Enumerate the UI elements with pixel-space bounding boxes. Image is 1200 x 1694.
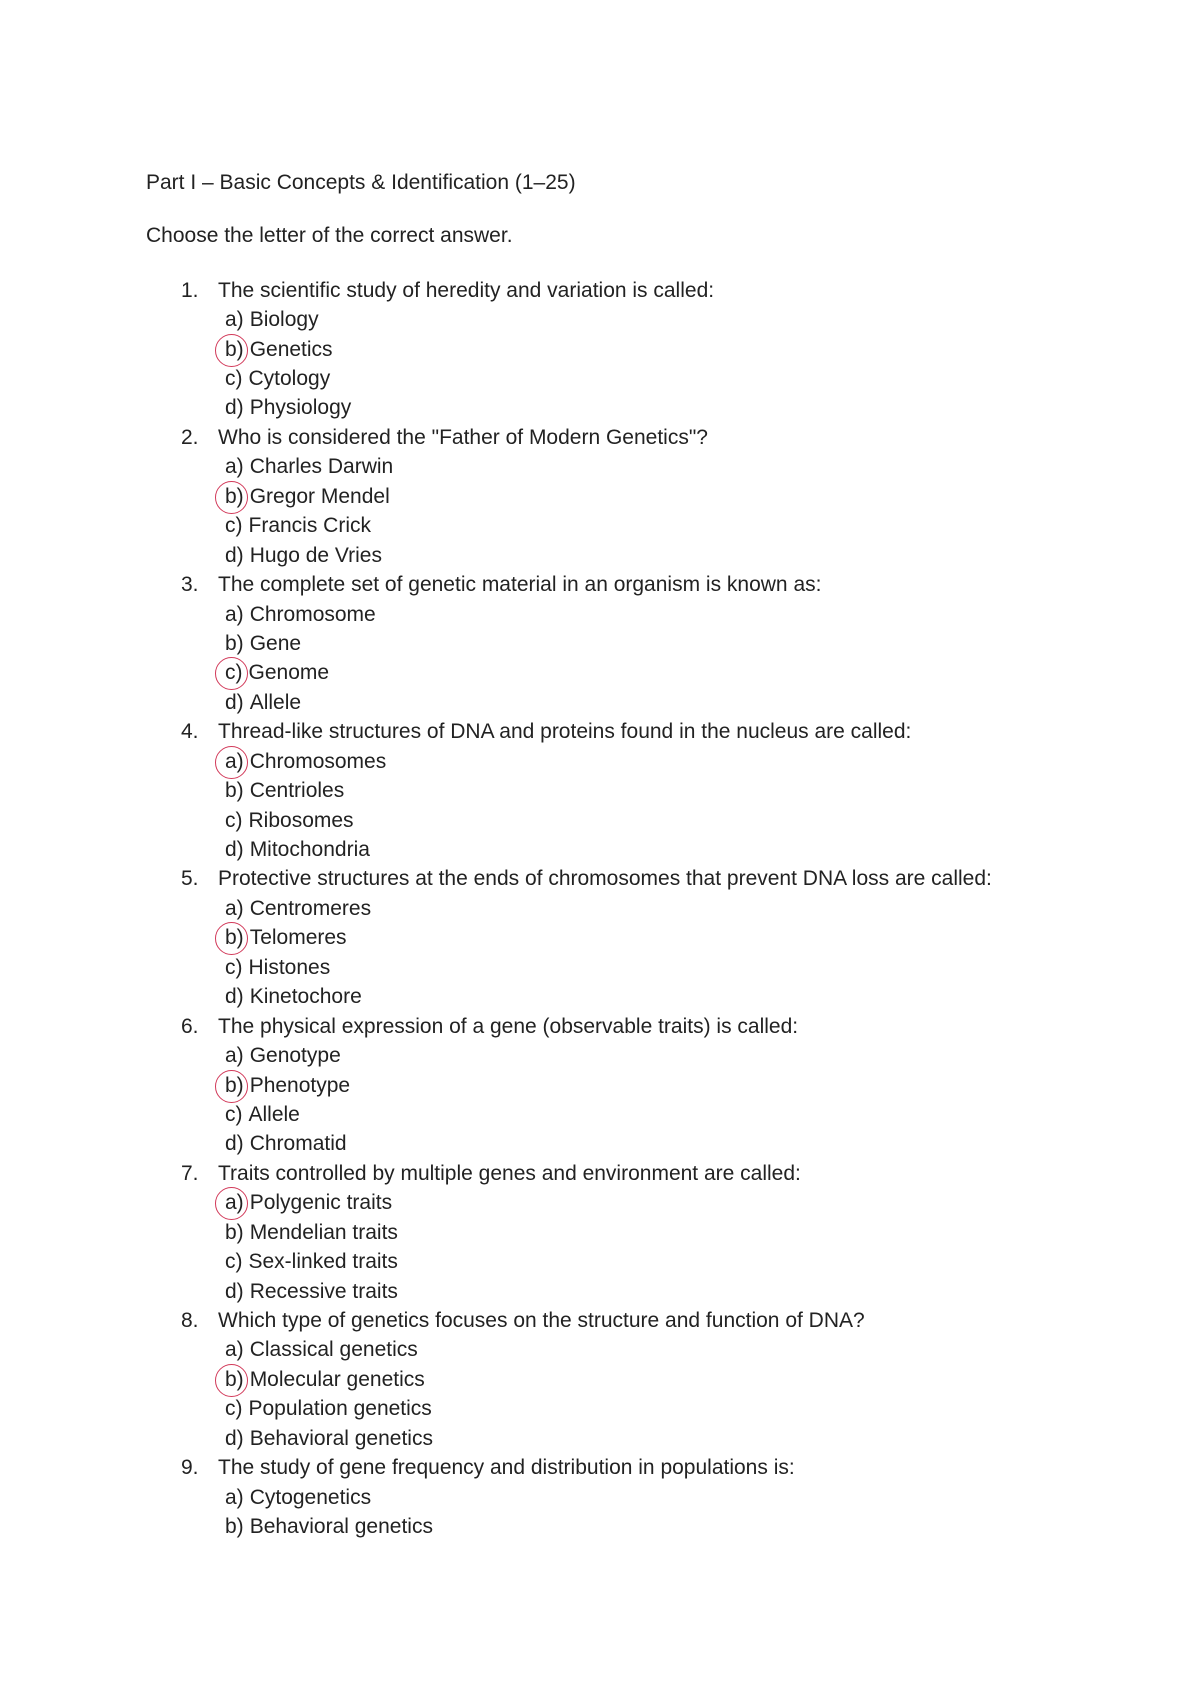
option-letter-text: d) [225,1279,244,1303]
answer-option [146,894,1146,923]
option-letter [225,603,244,627]
question-line [146,1159,1146,1188]
answer-option [146,1218,1146,1247]
question-line [146,1012,1146,1041]
option-text: Classical genetics [249,1338,418,1362]
option-letter [225,308,244,332]
option-letter [225,1338,244,1362]
option-letter-text: a) [225,308,244,332]
question-text: Which type of genetics focuses on the structure and function of DNA? [218,1309,865,1333]
option-letter [225,514,243,538]
question-list [146,276,1146,1542]
answer-options [146,600,1146,718]
option-letter [225,1427,244,1451]
option-letter-text: a) [225,602,244,626]
answer-option [146,924,1146,953]
answer-option [146,482,1146,511]
question-line [146,1306,1146,1335]
answer-option [146,1395,1146,1424]
answer-options [146,1189,1146,1307]
option-letter-text: c) [225,955,243,979]
option-text: Biology [249,308,319,332]
option-letter-text: a) [225,1485,244,1509]
option-text: Histones [248,955,331,979]
question-text: The study of gene frequency and distribution in populations is: [218,1456,795,1480]
question-number: 6. [181,1014,199,1038]
option-text: Phenotype [249,1073,351,1097]
question-item [146,423,1146,570]
answer-option [146,1100,1146,1129]
option-letter-text: d) [225,1132,244,1156]
option-letter [225,1368,244,1392]
answer-option [146,983,1146,1012]
option-letter-text: b) [225,1515,244,1539]
question-text: Traits controlled by multiple genes and environment are called: [218,1161,801,1185]
question-line [146,423,1146,452]
question-item [146,1454,1146,1542]
option-letter [225,1515,244,1539]
answer-options [146,305,1146,423]
question-line [146,570,1146,599]
option-text: Sex-linked traits [248,1250,398,1274]
question-item [146,865,1146,1012]
option-text: Behavioral genetics [249,1426,433,1450]
option-text: Recessive traits [249,1279,398,1303]
option-text: Gene [249,631,302,655]
answer-option [146,305,1146,334]
option-text: Ribosomes [248,808,354,832]
option-letter [225,1132,244,1156]
answer-option [146,1512,1146,1541]
option-letter-text: d) [225,838,244,862]
answer-options [146,1041,1146,1159]
option-letter-text: b) [225,337,244,361]
option-text: Genotype [249,1044,341,1068]
option-letter [225,779,244,803]
option-letter-text: d) [225,543,244,567]
answer-option [146,1483,1146,1512]
answer-options [146,453,1146,571]
option-letter [225,544,244,568]
answer-option [146,600,1146,629]
option-text: Physiology [249,396,352,420]
answer-option [146,1336,1146,1365]
option-letter-text: b) [225,926,244,950]
option-letter [225,455,244,479]
answer-option [146,1130,1146,1159]
option-letter-text: b) [225,1367,244,1391]
option-letter [225,838,244,862]
option-letter-text: a) [225,749,244,773]
answer-option [146,541,1146,570]
question-number: 7. [181,1161,199,1185]
answer-option [146,512,1146,541]
option-text: Chromatid [249,1132,347,1156]
option-letter-text: b) [225,1073,244,1097]
answer-options [146,1483,1146,1542]
option-text: Behavioral genetics [249,1515,433,1539]
option-letter [225,632,244,656]
answer-option [146,659,1146,688]
question-number: 5. [181,867,199,891]
option-letter-text: c) [225,808,243,832]
option-letter [225,1486,244,1510]
option-text: Population genetics [248,1397,432,1421]
answer-options [146,747,1146,865]
option-text: Gregor Mendel [249,484,390,508]
option-letter [225,1074,244,1098]
option-text: Allele [248,1102,300,1126]
option-letter [225,1221,244,1245]
option-text: Genome [248,661,330,685]
question-text: The complete set of genetic material in an organism is known as: [218,573,822,597]
question-number: 4. [181,720,199,744]
option-letter [225,661,243,685]
question-line [146,865,1146,894]
option-letter-text: c) [225,367,243,391]
answer-option [146,364,1146,393]
option-text: Allele [249,690,302,714]
option-letter-text: d) [225,1426,244,1450]
answer-option [146,835,1146,864]
option-text: Chromosome [249,602,376,626]
answer-option [146,1041,1146,1070]
answer-option [146,688,1146,717]
instructions-text: Choose the letter of the correct answer. [146,224,513,247]
answer-option [146,453,1146,482]
question-item [146,718,1146,865]
option-letter-text: a) [225,455,244,479]
option-text: Polygenic traits [249,1191,393,1215]
option-letter-text: b) [225,1220,244,1244]
question-number: 1. [181,278,199,302]
option-letter [225,926,244,950]
answer-option [146,953,1146,982]
answer-option [146,776,1146,805]
option-text: Cytology [248,367,331,391]
option-letter-text: b) [225,484,244,508]
option-letter [225,897,244,921]
option-letter [225,338,244,362]
question-line [146,1454,1146,1483]
answer-option [146,1247,1146,1276]
option-letter-text: b) [225,779,244,803]
option-letter-text: c) [225,1102,243,1126]
answer-option [146,747,1146,776]
option-letter [225,367,243,391]
option-text: Genetics [249,337,333,361]
question-item [146,1306,1146,1453]
section-heading: Part I – Basic Concepts & Identification (1–25) [146,171,576,194]
option-text: Mendelian traits [249,1220,398,1244]
option-letter [225,956,243,980]
option-letter [225,396,244,420]
option-text: Telomeres [249,926,347,950]
option-letter-text: c) [225,1397,243,1421]
option-letter-text: d) [225,396,244,420]
question-number: 9. [181,1456,199,1480]
question-number: 2. [181,425,199,449]
option-text: Francis Crick [248,514,372,538]
answer-option [146,1365,1146,1394]
option-letter [225,1044,244,1068]
question-item [146,570,1146,717]
option-letter-text: c) [225,514,243,538]
answer-option [146,335,1146,364]
option-text: Hugo de Vries [249,543,382,567]
option-letter [225,809,243,833]
answer-options [146,1336,1146,1454]
answer-options [146,894,1146,1012]
question-text: The physical expression of a gene (observable traits) is called: [218,1014,799,1038]
option-letter-text: a) [225,896,244,920]
option-letter-text: a) [225,1044,244,1068]
option-letter [225,1191,244,1215]
option-text: Kinetochore [249,985,362,1009]
option-letter-text: a) [225,1191,244,1215]
option-letter [225,1250,243,1274]
question-text: The scientific study of heredity and variation is called: [218,278,715,302]
question-line [146,276,1146,305]
option-letter [225,750,244,774]
option-text: Cytogenetics [249,1485,372,1509]
option-text: Centrioles [249,779,345,803]
option-letter [225,1280,244,1304]
answer-option [146,806,1146,835]
option-letter [225,485,244,509]
option-letter [225,985,244,1009]
option-letter [225,1397,243,1421]
option-letter-text: a) [225,1338,244,1362]
option-text: Charles Darwin [249,455,394,479]
option-text: Chromosomes [249,749,387,773]
option-letter-text: c) [225,1250,243,1274]
question-number: 8. [181,1309,199,1333]
question-line [146,718,1146,747]
question-item [146,1012,1146,1159]
option-letter [225,691,244,715]
option-letter-text: d) [225,690,244,714]
question-text: Who is considered the "Father of Modern Genetics"? [218,425,708,449]
question-text: Protective structures at the ends of chromosomes that prevent DNA loss are called: [218,867,992,891]
option-letter [225,1103,243,1127]
answer-option [146,1189,1146,1218]
answer-option [146,629,1146,658]
option-letter-text: c) [225,661,243,685]
question-number: 3. [181,573,199,597]
option-text: Molecular genetics [249,1367,425,1391]
answer-option [146,1424,1146,1453]
question-item [146,276,1146,423]
answer-option [146,1071,1146,1100]
option-text: Mitochondria [249,838,370,862]
option-letter-text: d) [225,985,244,1009]
answer-option [146,1277,1146,1306]
answer-option [146,394,1146,423]
option-text: Centromeres [249,896,372,920]
question-item [146,1159,1146,1306]
option-letter-text: b) [225,631,244,655]
question-text: Thread-like structures of DNA and proteins found in the nucleus are called: [218,720,912,744]
